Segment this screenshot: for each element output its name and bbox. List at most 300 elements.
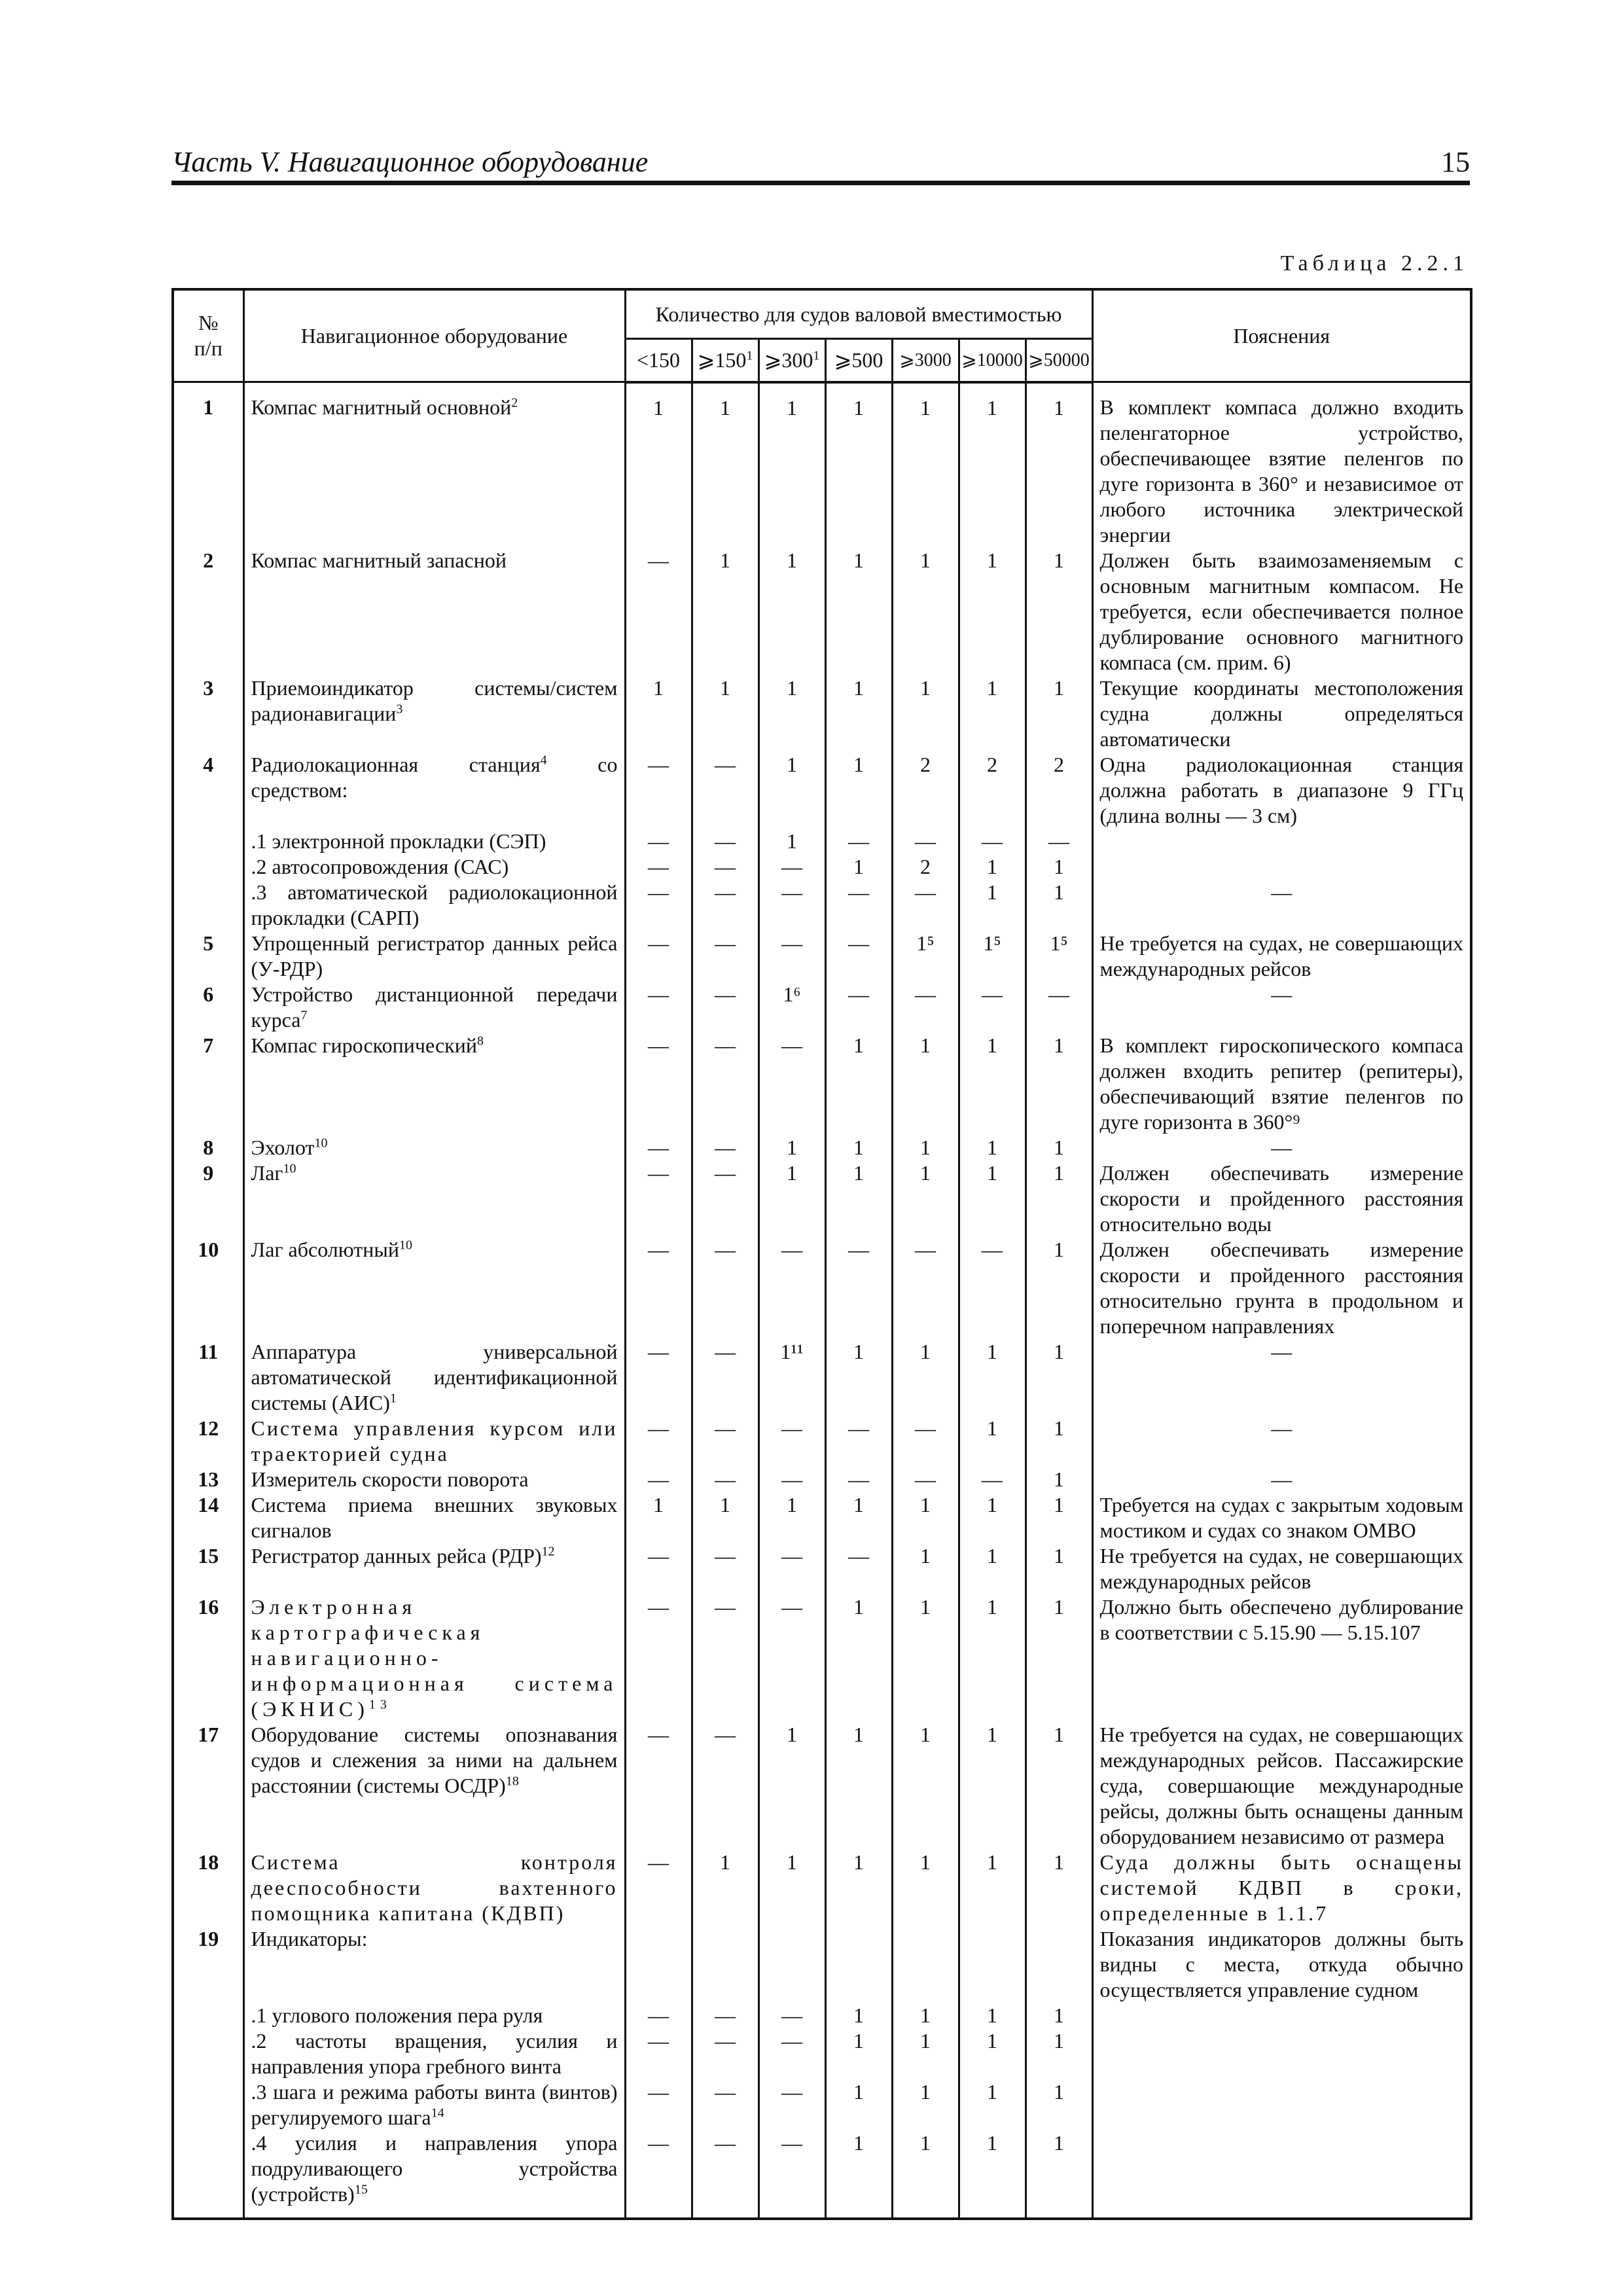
equipment-name-text: .1 углового положения пера руля <box>251 2003 543 2027</box>
column-header-notes: Пояснения <box>1092 289 1471 382</box>
footnote-ref: 8 <box>476 1033 484 1049</box>
quantity-cell: — <box>692 752 758 829</box>
quantity-cell: 1 <box>825 1594 892 1722</box>
page-header <box>171 143 1470 185</box>
tonnage-label: ⩾50000 <box>1028 350 1090 370</box>
equipment-name-text: Радиолокационная станция <box>251 753 541 776</box>
equipment-name <box>243 382 625 548</box>
footnote-ref: 13 <box>368 1697 391 1712</box>
quantity-cell <box>825 1926 892 2003</box>
quantity-cell: — <box>892 1416 959 1467</box>
row-number: 19 <box>173 1926 243 2003</box>
quantity-cell <box>959 1926 1026 2003</box>
quantity-cell: — <box>758 2079 825 2130</box>
equipment-name <box>243 1033 625 1135</box>
equipment-name <box>243 1237 625 1339</box>
quantity-cell: 1 <box>825 1135 892 1160</box>
quantity-cell <box>892 1926 959 2003</box>
quantity-cell: 1 <box>1026 854 1092 880</box>
equipment-name <box>243 548 625 675</box>
quantity-cell: 1 <box>892 2003 959 2028</box>
quantity-cell: 1 <box>625 382 692 548</box>
column-header-tonnage-3 <box>825 339 892 382</box>
quantity-cell: — <box>625 1722 692 1850</box>
explanation: Требуется на судах с закрытым ходовым мостиком и судах со знаком ОМВО <box>1092 1492 1471 1543</box>
explanation: Суда должны быть оснащены системой КДВП в сроки, определенные в 1.1.7 <box>1092 1850 1471 1926</box>
table-row <box>173 382 1471 548</box>
quantity-cell: — <box>825 982 892 1033</box>
quantity-cell: — <box>692 854 758 880</box>
row-number: 10 <box>173 1237 243 1339</box>
quantity-cell: — <box>825 1237 892 1339</box>
quantity-cell: — <box>625 982 692 1033</box>
quantity-cell: — <box>758 2130 825 2219</box>
quantity-cell: — <box>825 1543 892 1594</box>
quantity-cell: 1 <box>1026 2003 1092 2028</box>
equipment-name <box>243 1135 625 1160</box>
equipment-name <box>243 1416 625 1467</box>
table-row <box>173 2028 1471 2079</box>
equipment-name <box>243 1722 625 1850</box>
table-row <box>173 752 1471 829</box>
quantity-cell: — <box>625 1339 692 1416</box>
quantity-cell: — <box>625 548 692 675</box>
quantity-cell: 1 <box>1026 1135 1092 1160</box>
tonnage-footnote-ref: 1 <box>746 348 753 363</box>
quantity-cell: 2 <box>1026 752 1092 829</box>
table-row <box>173 1033 1471 1135</box>
quantity-cell: — <box>692 1135 758 1160</box>
equipment-name-text: .3 автоматической радиолокационной прокладки (САРП) <box>251 880 618 929</box>
quantity-cell: 1 <box>959 1033 1026 1135</box>
quantity-cell: 1 <box>1026 1850 1092 1926</box>
quantity-cell: — <box>825 880 892 931</box>
quantity-cell: 1 <box>892 2028 959 2079</box>
quantity-cell: — <box>625 2003 692 2028</box>
quantity-cell: 1 <box>825 1160 892 1237</box>
quantity-cell: 1 <box>825 854 892 880</box>
quantity-cell: 1 <box>825 752 892 829</box>
quantity-cell: — <box>758 1033 825 1135</box>
explanation: Показания индикаторов должны быть видны с места, откуда обычно осуществляется управление судном <box>1092 1926 1471 2003</box>
explanation: — <box>1092 880 1471 931</box>
row-number: 17 <box>173 1722 243 1850</box>
quantity-cell: — <box>625 1237 692 1339</box>
quantity-cell: 2 <box>959 752 1026 829</box>
quantity-cell: — <box>758 2003 825 2028</box>
row-number: 11 <box>173 1339 243 1416</box>
footnote-ref: 12 <box>541 1544 555 1559</box>
row-number: 6 <box>173 982 243 1033</box>
quantity-cell: — <box>692 1416 758 1467</box>
quantity-cell: 1 <box>959 2028 1026 2079</box>
quantity-cell: 1 <box>825 2079 892 2130</box>
quantity-cell: 1 <box>1026 1033 1092 1135</box>
quantity-cell: — <box>692 1543 758 1594</box>
quantity-cell: — <box>959 982 1026 1033</box>
quantity-cell: 1 <box>1026 1160 1092 1237</box>
quantity-cell: 1 <box>825 382 892 548</box>
table-row <box>173 2079 1471 2130</box>
equipment-name <box>243 1543 625 1594</box>
explanation: Не требуется на судах, не совершающих международных рейсов <box>1092 1543 1471 1594</box>
quantity-cell: 1 <box>959 880 1026 931</box>
quantity-cell: — <box>892 1467 959 1492</box>
quantity-cell: 1 <box>892 1135 959 1160</box>
explanation: Не требуется на судах, не совершающих международных рейсов <box>1092 931 1471 982</box>
quantity-cell: 1 <box>758 1135 825 1160</box>
explanation: В комплект гироскопического компаса должен входить репитер (репитеры), обеспечивающий взятие пеленгов по дуге горизонта в 360°⁹ <box>1092 1033 1471 1135</box>
explanation: Текущие координаты местоположения судна должны определяться автоматически <box>1092 675 1471 752</box>
equipment-name <box>243 675 625 752</box>
quantity-cell <box>1026 1926 1092 2003</box>
quantity-cell: 1 <box>959 2079 1026 2130</box>
footnote-ref: 15 <box>354 2182 368 2197</box>
quantity-cell: — <box>625 880 692 931</box>
row-number <box>173 2028 243 2079</box>
quantity-cell: — <box>625 1467 692 1492</box>
quantity-cell: 1 <box>959 1492 1026 1543</box>
quantity-cell: — <box>825 829 892 854</box>
explanation <box>1092 829 1471 854</box>
quantity-cell: 1 <box>758 752 825 829</box>
quantity-cell: 1 <box>758 829 825 854</box>
row-number: 5 <box>173 931 243 982</box>
row-number: 18 <box>173 1850 243 1926</box>
explanation: Должен обеспечивать измерение скорости и пройденного расстояния относительно грунта в продольном и поперечном направлениях <box>1092 1237 1471 1339</box>
equipment-name-text: Оборудование системы опознавания судов и слежения за ними на дальнем расстоянии (системы ОСДР) <box>251 1723 618 1797</box>
table-row <box>173 982 1471 1033</box>
footnote-ref: 7 <box>300 1008 308 1023</box>
quantity-cell: 1 <box>959 2003 1026 2028</box>
explanation: — <box>1092 1467 1471 1492</box>
quantity-cell: — <box>758 2028 825 2079</box>
equipment-name <box>243 1594 625 1722</box>
quantity-cell: — <box>758 1467 825 1492</box>
column-header-tonnage-5 <box>959 339 1026 382</box>
quantity-cell: — <box>625 829 692 854</box>
equipment-name-text: Компас гироскопический <box>251 1033 477 1057</box>
quantity-cell: 1 <box>825 1339 892 1416</box>
quantity-cell: 1 <box>1026 675 1092 752</box>
page-header-title: Часть V. Навигационное оборудование <box>171 146 649 178</box>
quantity-cell: — <box>1026 982 1092 1033</box>
row-number <box>173 829 243 854</box>
footnote-ref: 14 <box>431 2106 444 2121</box>
quantity-cell: — <box>625 2079 692 2130</box>
explanation <box>1092 854 1471 880</box>
explanation <box>1092 2130 1471 2219</box>
equipment-name <box>243 1339 625 1416</box>
equipment-name-text: .1 электронной прокладки (СЭП) <box>251 829 546 853</box>
column-header-number-line1: № <box>198 311 219 334</box>
quantity-cell: 1 <box>892 382 959 548</box>
quantity-cell: — <box>892 829 959 854</box>
quantity-cell: — <box>692 2079 758 2130</box>
explanation <box>1092 2079 1471 2130</box>
quantity-cell: 1 <box>625 675 692 752</box>
equipment-name <box>243 1850 625 1926</box>
equipment-name-text: Регистратор данных рейса (РДР) <box>251 1544 542 1568</box>
quantity-cell: — <box>892 880 959 931</box>
quantity-cell: — <box>625 1850 692 1926</box>
footnote-ref: 10 <box>399 1238 412 1253</box>
explanation: В комплект компаса должно входить пеленгаторное устройство, обеспечивающее взятие пеленгов по дуге горизонта в 360° и независимое от любого источника электрической энергии <box>1092 382 1471 548</box>
tonnage-label: <150 <box>636 348 681 372</box>
quantity-cell: 1 <box>1026 1416 1092 1467</box>
column-header-equipment: Навигационное оборудование <box>243 289 625 382</box>
quantity-cell: 1 <box>825 1850 892 1926</box>
quantity-cell: — <box>625 752 692 829</box>
quantity-cell: 1 <box>825 1492 892 1543</box>
row-number <box>173 2003 243 2028</box>
row-number <box>173 854 243 880</box>
quantity-cell: — <box>692 880 758 931</box>
quantity-cell: 1 <box>892 548 959 675</box>
quantity-cell: 1 <box>692 382 758 548</box>
quantity-cell: 1 <box>825 1033 892 1135</box>
equipment-name <box>243 2079 625 2130</box>
table-row <box>173 1135 1471 1160</box>
quantity-cell: 1 <box>959 854 1026 880</box>
column-header-tonnage-0 <box>625 339 692 382</box>
quantity-cell: — <box>625 1160 692 1237</box>
row-number: 12 <box>173 1416 243 1467</box>
quantity-cell: 1 <box>758 1160 825 1237</box>
row-number <box>173 2079 243 2130</box>
quantity-cell: 1 <box>892 1722 959 1850</box>
table-row <box>173 2130 1471 2219</box>
column-header-tonnage-6 <box>1026 339 1092 382</box>
footnote-ref: 10 <box>283 1161 296 1176</box>
table-row <box>173 1416 1471 1467</box>
table-row <box>173 931 1471 982</box>
equipment-name <box>243 982 625 1033</box>
quantity-cell: 1 <box>1026 1467 1092 1492</box>
equipment-name-text: Эхолот <box>251 1136 315 1159</box>
table-row <box>173 829 1471 854</box>
equipment-name-text: Индикаторы: <box>251 1927 368 1950</box>
table-row <box>173 1850 1471 1926</box>
quantity-cell: 1 <box>892 1492 959 1543</box>
quantity-cell: 1 <box>692 675 758 752</box>
quantity-cell: 1 <box>892 1850 959 1926</box>
quantity-cell: 1 <box>692 1492 758 1543</box>
tonnage-label: ⩾300 <box>764 348 813 372</box>
quantity-cell: 1⁵ <box>1026 931 1092 982</box>
quantity-cell: — <box>625 1033 692 1135</box>
footnote-ref: 10 <box>314 1136 328 1151</box>
quantity-cell: 1 <box>1026 1492 1092 1543</box>
quantity-cell: — <box>692 2130 758 2219</box>
quantity-cell: 1 <box>959 1416 1026 1467</box>
quantity-cell: — <box>692 2028 758 2079</box>
quantity-cell: 1 <box>1026 2079 1092 2130</box>
column-header-number-line2: п/п <box>194 336 223 360</box>
quantity-cell: 1⁵ <box>959 931 1026 982</box>
quantity-cell: 1 <box>892 1033 959 1135</box>
quantity-cell: — <box>825 1416 892 1467</box>
quantity-cell: — <box>758 1543 825 1594</box>
quantity-cell: 1 <box>758 1722 825 1850</box>
quantity-cell: 1 <box>825 2003 892 2028</box>
equipment-name <box>243 829 625 854</box>
tonnage-label: ⩾150 <box>697 348 747 372</box>
row-number: 16 <box>173 1594 243 1722</box>
equipment-name-text: Приемоиндикатор системы/систем радионавигации <box>251 676 618 725</box>
quantity-cell: 1⁶ <box>758 982 825 1033</box>
table-row <box>173 2003 1471 2028</box>
quantity-cell: 1 <box>959 1722 1026 1850</box>
quantity-cell: — <box>892 982 959 1033</box>
quantity-cell: — <box>959 829 1026 854</box>
quantity-cell: 1 <box>825 675 892 752</box>
row-number: 1 <box>173 382 243 548</box>
footnote-ref: 3 <box>396 702 403 717</box>
quantity-cell: 1⁵ <box>892 931 959 982</box>
quantity-cell: 1 <box>758 382 825 548</box>
equipment-name-text: .4 усилия и направления упора подруливающего устройства (устройств) <box>251 2131 618 2206</box>
quantity-cell: — <box>692 829 758 854</box>
equipment-name-text: Система управления курсом или траекторией судна <box>251 1416 618 1465</box>
quantity-cell <box>692 1926 758 2003</box>
table-row <box>173 1594 1471 1722</box>
quantity-cell: 1 <box>892 2130 959 2219</box>
quantity-cell: 1 <box>959 1543 1026 1594</box>
quantity-cell: — <box>692 1339 758 1416</box>
equipment-name-text: Упрощенный регистратор данных рейса (У-РДР) <box>251 931 618 980</box>
navigation-equipment-table <box>171 288 1472 2220</box>
quantity-cell: — <box>959 1467 1026 1492</box>
row-number: 7 <box>173 1033 243 1135</box>
table-body <box>173 382 1471 2219</box>
table-row <box>173 1926 1471 2003</box>
quantity-cell: 1 <box>1026 1594 1092 1722</box>
explanation <box>1092 2028 1471 2079</box>
page-number: 15 <box>1441 146 1470 178</box>
equipment-name <box>243 1160 625 1237</box>
equipment-name <box>243 854 625 880</box>
quantity-cell <box>758 1926 825 2003</box>
quantity-cell: 1 <box>692 1850 758 1926</box>
quantity-cell: — <box>692 1033 758 1135</box>
explanation: — <box>1092 1339 1471 1416</box>
row-number: 13 <box>173 1467 243 1492</box>
equipment-name-text: .2 автосопровождения (САС) <box>251 855 509 878</box>
quantity-cell: 1 <box>959 2130 1026 2219</box>
equipment-name <box>243 2003 625 2028</box>
quantity-cell: — <box>758 854 825 880</box>
explanation: — <box>1092 982 1471 1033</box>
footnote-ref: 2 <box>511 395 518 410</box>
footnote-ref: 1 <box>389 1391 397 1406</box>
row-number: 3 <box>173 675 243 752</box>
quantity-cell: 1 <box>1026 2028 1092 2079</box>
row-number <box>173 880 243 931</box>
quantity-cell: — <box>758 880 825 931</box>
table-row <box>173 854 1471 880</box>
quantity-cell: 1 <box>959 675 1026 752</box>
table-row <box>173 548 1471 675</box>
equipment-name <box>243 752 625 829</box>
quantity-cell: 1 <box>625 1492 692 1543</box>
quantity-cell: — <box>625 1594 692 1722</box>
explanation: Не требуется на судах, не совершающих международных рейсов. Пассажирские суда, совершающие международные рейсы, должны быть оснащены данным оборудованием независимо от размера <box>1092 1722 1471 1850</box>
tonnage-label: ⩾500 <box>834 348 883 372</box>
equipment-name-text: Компас магнитный запасной <box>251 548 507 572</box>
tonnage-label: ⩾10000 <box>961 350 1023 370</box>
column-header-number <box>173 289 243 382</box>
quantity-cell: 1 <box>959 1850 1026 1926</box>
equipment-name-text: Устройство дистанционной передачи курса <box>251 982 618 1031</box>
quantity-cell: — <box>758 1237 825 1339</box>
quantity-cell: 1 <box>959 1339 1026 1416</box>
quantity-cell: 1 <box>758 1850 825 1926</box>
quantity-cell: 1 <box>892 1339 959 1416</box>
explanation <box>1092 2003 1471 2028</box>
row-number: 14 <box>173 1492 243 1543</box>
column-header-tonnage-2 <box>758 339 825 382</box>
table-row <box>173 1160 1471 1237</box>
quantity-cell: — <box>625 854 692 880</box>
quantity-cell: 1 <box>959 1594 1026 1722</box>
explanation: — <box>1092 1416 1471 1467</box>
equipment-name-text: Система контроля дееспособности вахтенного помощника капитана (КДВП) <box>251 1850 618 1925</box>
quantity-cell: — <box>625 2130 692 2219</box>
quantity-cell: — <box>625 1543 692 1594</box>
quantity-cell: 1 <box>892 1160 959 1237</box>
quantity-cell: 1 <box>959 1160 1026 1237</box>
equipment-name-text: Система приема внешних звуковых сигналов <box>251 1493 618 1542</box>
equipment-name-text: Аппаратура универсальной автоматической идентификационной системы (АИС) <box>251 1340 618 1414</box>
quantity-cell: — <box>692 2003 758 2028</box>
table-row <box>173 675 1471 752</box>
quantity-cell: — <box>692 1722 758 1850</box>
explanation: Должно быть обеспечено дублирование в соответствии с 5.15.90 — 5.15.107 <box>1092 1594 1471 1722</box>
quantity-cell: — <box>625 2028 692 2079</box>
quantity-cell: — <box>692 1160 758 1237</box>
quantity-cell: 1 <box>758 1492 825 1543</box>
tonnage-label: ⩾3000 <box>899 350 952 370</box>
quantity-cell: — <box>692 1467 758 1492</box>
quantity-cell <box>625 1926 692 2003</box>
quantity-cell: 1 <box>1026 880 1092 931</box>
equipment-name <box>243 1467 625 1492</box>
table-caption: Таблица 2.2.1 <box>1280 251 1469 276</box>
row-number: 4 <box>173 752 243 829</box>
row-number: 2 <box>173 548 243 675</box>
quantity-cell: — <box>692 1594 758 1722</box>
quantity-cell: 1 <box>1026 2130 1092 2219</box>
quantity-cell: 1 <box>892 675 959 752</box>
equipment-name-text: .3 шага и режима работы винта (винтов) регулируемого шага <box>251 2080 618 2129</box>
quantity-cell: — <box>692 982 758 1033</box>
quantity-cell: 1 <box>1026 1339 1092 1416</box>
quantity-cell: 1 <box>825 2028 892 2079</box>
row-number <box>173 2130 243 2219</box>
quantity-cell: 1 <box>959 382 1026 548</box>
explanation: — <box>1092 1135 1471 1160</box>
quantity-cell: — <box>758 931 825 982</box>
quantity-cell: — <box>625 1416 692 1467</box>
quantity-cell: 1 <box>959 1135 1026 1160</box>
quantity-cell: 1 <box>892 1594 959 1722</box>
quantity-cell: 2 <box>892 752 959 829</box>
equipment-name-text: .2 частоты вращения, усилия и направления упора гребного винта <box>251 2029 618 2078</box>
quantity-cell: 1 <box>1026 382 1092 548</box>
quantity-cell: 1¹¹ <box>758 1339 825 1416</box>
quantity-cell: 1 <box>959 548 1026 675</box>
